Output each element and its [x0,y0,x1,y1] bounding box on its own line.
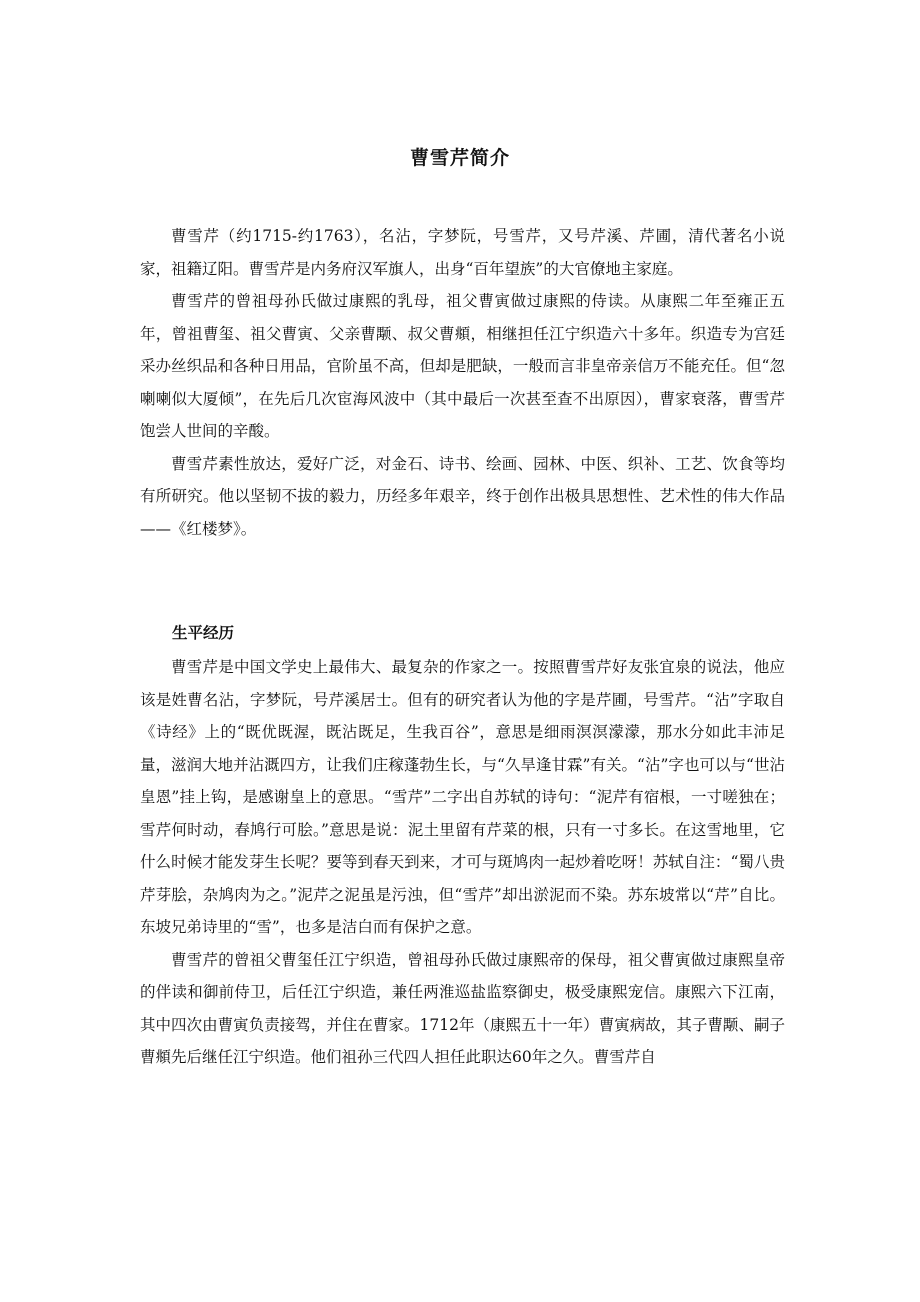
bio-section [140,651,785,1074]
paragraph: 曹雪芹（约1715-约1763），名沾，字梦阮，号雪芹，又号芹溪、芹圃，清代著名小说家，祖籍辽阳。曹雪芹是内务府汉军旗人，出身“百年望族”的大官僚地主家庭。 [140,227,785,278]
paragraph: 曹雪芹的曾祖父曹玺任江宁织造，曾祖母孙氏做过康熙帝的保母，祖父曹寅做过康熙皇帝的伴读和御前侍卫，后任江宁织造，兼任两淮巡盐监察御史，极受康熙宠信。康熙六下江南，其中四次由曹寅负责接驾，并住在曹家。1712年（康熙五十一年）曹寅病故，其子曹颙、嗣子曹頫先后继任江宁织造。他们祖孙三代四人担任此职达60年之久。曹雪芹自 [140,950,785,1066]
page-title: 曹雪芹简介 [409,147,510,169]
paragraph: 曹雪芹的曾祖母孙氏做过康熙的乳母，祖父曹寅做过康熙的侍读。从康熙二年至雍正五年，曾祖曹玺、祖父曹寅、父亲曹颙、叔父曹頫，相继担任江宁织造六十多年。织造专为宫廷采办丝织品和各种日用品，官阶虽不高，但却是肥缺，一般而言非皇帝亲信万不能充任。但“忽喇喇似大厦倾”，在先后几次宦海风波中（其中最后一次甚至查不出原因），曹家衰落，曹雪芹饱尝人世间的辛酸。 [140,292,785,440]
paragraph: 曹雪芹是中国文学史上最伟大、最复杂的作家之一。按照曹雪芹好友张宜泉的说法，他应该是姓曹名沾，字梦阮，号芹溪居士。但有的研究者认为他的字是芹圃，号雪芹。“沾”字取自《诗经》上的“既优既渥，既沾既足，生我百谷”，意思是细雨溟溟濛濛，那水分如此丰沛足量，滋润大地并沾溉四方，让我们庄稼蓬勃生长，与“久旱逢甘霖”有关。“沾”字也可以与“世沾皇恩”挂上钩，是感谢皇上的意思。“雪芹”二字出自苏轼的诗句：“泥芹有宿根，一寸嗟独在；雪芹何时动，春鸠行可脍。”意思是说：泥土里留有芹菜的根，只有一寸多长。在这雪地里，它什么时候才能发芽生长呢？要等到春天到来，才可与斑鸠肉一起炒着吃呀！苏轼自注：“蜀八贵芹芽脍，杂鸠肉为之。”泥芹之泥虽是污浊，但“雪芹”却出淤泥而不染。苏东坡常以“芹”自比。东坡兄弟诗里的“雪”，也多是洁白而有保护之意。 [140,658,785,936]
paragraph: 曹雪芹素性放达，爱好广泛，对金石、诗书、绘画、园林、中医、织补、工艺、饮食等均有所研究。他以坚韧不拔的毅力，历经多年艰辛，终于创作出极具思想性、艺术性的伟大作品——《红楼梦》。 [140,454,785,538]
section-heading: 生平经历 [172,624,235,642]
intro-section [140,220,785,545]
